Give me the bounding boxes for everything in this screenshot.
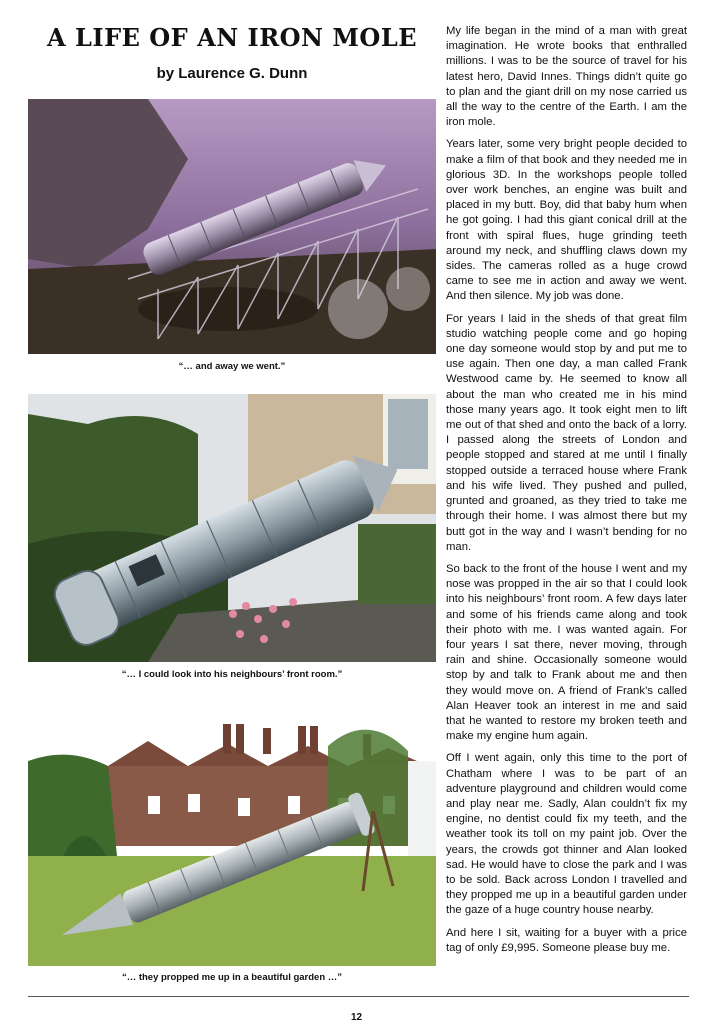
article-title: A LIFE OF AN IRON MOLE xyxy=(47,23,417,52)
paragraph: For years I laid in the sheds of that great film studio watching people come and go hoping one day someone would stop by and put me to use again. Then one day, a man called Frank Westwood came by. He seemed to know all about the man who created me in his mind those many years ago. It took eight men to lift me out of that shed and onto the back of a lorry. I passed along the streets of London and people stopped and stared at me until I finally stopped outside a terraced house where Frank and his wife lived. They pushed and pulled, grunted and groaned, as they tried to take me through their home. I was almost there but my butt got in the way and I wasn’t bending for no man. xyxy=(446,312,687,553)
photo-caption: “… and away we went.” xyxy=(178,361,286,372)
footer-divider xyxy=(28,996,689,997)
paragraph: Off I went again, only this time to the port of Chatham where I was to be part of an adventure playground and children would come and play near me. Sadly, Alan couldn’t fix my engine, no dentist could fix my teeth, and the weather took its toll on my paint job. Over the years, the crowds got thinner and Alan looked sad. He would have to close the park and I was to be sold. Back across London I travelled and they propped me up in a beautiful garden under the gaze of a huge country house nearby. xyxy=(446,752,687,917)
article-header xyxy=(28,20,436,82)
photo-caption: “… I could look into his neighbours’ front room.” xyxy=(121,669,343,680)
photo-caption: “… they propped me up in a beautiful garden …” xyxy=(121,972,343,983)
photo-country-garden xyxy=(28,706,436,966)
article-body xyxy=(446,24,687,963)
page-number: 12 xyxy=(350,1012,363,1023)
paragraph: My life began in the mind of a man with great imagination. He wrote books that enthralled millions. I was to be the source of travel for his latest hero, David Innes. Things didn’t quite go to plan and the giant drill on my nose carried us all the way to the centre of the Earth. I am the iron mole. xyxy=(446,25,687,129)
paragraph: And here I sit, waiting for a buyer with a price tag of only £9,995. Someone please buy me. xyxy=(446,926,687,954)
photo-front-garden xyxy=(28,394,436,662)
article-byline: by Laurence G. Dunn xyxy=(156,65,308,82)
paragraph: Years later, some very bright people decided to make a film of that book and they needed me in glorious 3D. In the workshops people tolled over work benches, an engine was built and placed in my butt. Boy, did that baby hum when he got going. I had this giant conical drill at the front with spiral flues, huge grinding teeth around my neck, and shuffling claws down my sides. The cameras rolled as a huge crowd came to see me in action and away we went. And then silence. My job was done. xyxy=(446,138,687,303)
paragraph: So back to the front of the house I went and my nose was propped in the air so that I could look into his neighbours’ front room. A few days later and some of his friends came along and took their photo with me. I was wanted again. For four years I sat there, never moving, through rain and shine. Occasionally someone would stop by and talk to Frank about me and then they would move on. A friend of Frank’s called Alan Heaver took an interest in me and said that he wanted to restore my broken teeth and make my engine hum again. xyxy=(446,562,687,743)
photo-film-scene xyxy=(28,99,436,354)
